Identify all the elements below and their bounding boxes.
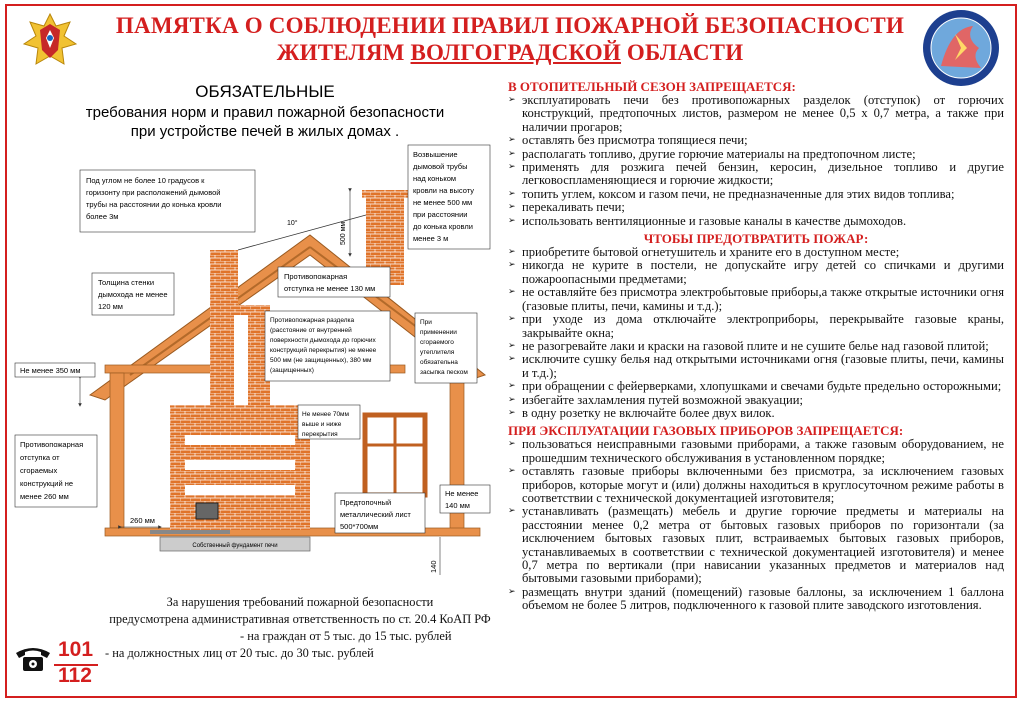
diagram-heading3: при устройстве печей в жилых домах .: [130, 123, 400, 140]
heating-list: [508, 94, 1004, 228]
svg-text:Противопожарная: Противопожарная: [20, 440, 84, 449]
setback130-note: [278, 267, 390, 297]
svg-text:засыпка песком: засыпка песком: [420, 369, 468, 376]
emergency-number-101: 101: [58, 638, 94, 661]
list-item: ➢ никогда не курите в постели, не допускайте игру детей со спичками и другими пожароопасными предметами;: [508, 259, 1004, 286]
svg-text:(защищенных): (защищенных): [270, 367, 314, 374]
svg-text:Не менее 350 мм: Не менее 350 мм: [20, 366, 81, 375]
svg-text:Под углом не более 10 градусов: Под углом не более 10 градусов к: [86, 176, 205, 185]
svg-text:Предтопочный: Предтопочный: [340, 498, 392, 507]
svg-text:металлический лист: металлический лист: [340, 510, 411, 519]
list-item: ➢ пользоваться неисправными газовыми приборами, а также газовым оборудованием, не прошедшим технического обслуживания в установленном порядке;: [508, 438, 1004, 465]
svg-text:конструкций не: конструкций не: [20, 479, 74, 488]
list-item: ➢ не оставляйте без присмотра электробытовые приборы,а также открытые источники огня (газовые плиты, печи, камины и т.д.);: [508, 286, 1004, 313]
svg-text:выше и ниже: выше и ниже: [302, 421, 342, 428]
wall-thickness-note: [92, 273, 174, 315]
svg-text:Возвышение: Возвышение: [413, 150, 458, 159]
svg-text:при расстоянии: при расстоянии: [413, 210, 468, 219]
heating-title: В ОТОПИТЕЛЬНЫЙ СЕЗОН ЗАПРЕЩАЕТСЯ:: [508, 79, 796, 94]
gas-list: [508, 438, 1004, 612]
stove-diagram: [10, 75, 500, 595]
prevent-title: ЧТОБЫ ПРЕДОТВРАТИТЬ ПОЖАР:: [643, 231, 869, 247]
list-item: ➢ применять для розжига печей бензин, керосин, дизельное топливо и другие легковоспламеняющиеся и горючие жидкости;: [508, 161, 1004, 188]
emergency-number-112: 112: [58, 664, 92, 687]
svg-text:менее 260 мм: менее 260 мм: [20, 492, 69, 501]
metal-sheet-note: [335, 493, 425, 533]
angle-deg-label: 10°: [287, 220, 298, 227]
dim140: [429, 537, 440, 575]
gas-title: ПРИ ЭКСПЛУАТАЦИИ ГАЗОВЫХ ПРИБОРОВ ЗАПРЕЩАЕТСЯ:: [508, 423, 904, 439]
liability-line2: предусмотрена административная ответственность по ст. 20.4 КоАП РФ: [109, 612, 491, 626]
setback260-note: [15, 435, 97, 507]
list-item: ➢ приобретите бытовой огнетушитель и храните его в доступном месте;: [508, 246, 1004, 259]
svg-text:При: При: [420, 319, 432, 326]
liability-note: [100, 594, 500, 662]
svg-text:Противопожарная разделка: Противопожарная разделка: [270, 317, 355, 324]
liability-line1: За нарушения требований пожарной безопасности: [166, 595, 434, 609]
svg-text:дымовой трубы: дымовой трубы: [413, 162, 468, 171]
raise-note: [408, 145, 490, 249]
svg-text:применении: применении: [420, 329, 457, 336]
list-item: ➢ устанавливать (размещать) мебель и другие горючие предметы и материалы на расстоянии менее 0,2 метра от бытовых газовых приборов по горизонтали (за исключением бытовых газовых плит, встраиваемых бытовых газовых приборов, устанавливаемых в соответствии с технической документацией изготовителя) и менее 0,7 метра по вертикали (при нависании указанных предметов и материалов над бытовыми газовыми приборами);: [508, 505, 1004, 585]
volunteer-fire-emblem-icon: [921, 8, 1001, 88]
svg-text:140 мм: 140 мм: [445, 501, 470, 510]
svg-text:Толщина стенки: Толщина стенки: [98, 278, 155, 287]
liability-line3: - на граждан от 5 тыс. до 15 тыс. рублей: [240, 629, 452, 643]
svg-text:обязательна: обязательна: [420, 359, 458, 366]
list-item: ➢ оставлять газовые приборы включенными без присмотра, за исключением газовых приборов, которые могут и (или) должны находиться в круглосуточном режиме работы в соответствии с технической документацией изготовителя;: [508, 465, 1004, 505]
list-item: ➢ при уходе из дома отключайте электроприборы, перекрывайте газовые краны, закрывайте окна;: [508, 313, 1004, 340]
diagram-heading1: ОБЯЗАТЕЛЬНЫЕ: [195, 82, 335, 101]
svg-text:сгораемых: сгораемых: [20, 466, 58, 475]
rules-column: [508, 79, 1004, 613]
list-item: ➢ оставлять без присмотра топящиеся печи;: [508, 134, 1004, 147]
damper-note: [415, 313, 477, 383]
razdelka-note: [265, 311, 390, 381]
svg-text:260 мм: 260 мм: [130, 516, 155, 525]
list-item: ➢ при обращении с фейерверками, хлопушками и свечами будьте предельно осторожными;: [508, 380, 1004, 393]
svg-text:утеплителя: утеплителя: [420, 349, 455, 356]
svg-text:Не менее 70мм: Не менее 70мм: [302, 411, 349, 418]
svg-text:до конька кровли: до конька кровли: [413, 222, 473, 231]
list-item: ➢ располагать топливо, другие горючие материалы на предтопочном листе;: [508, 148, 1004, 161]
svg-text:менее 3 м: менее 3 м: [413, 234, 449, 243]
svg-text:Не менее: Не менее: [445, 489, 479, 498]
svg-text:над коньком: над коньком: [413, 174, 457, 183]
svg-text:120 мм: 120 мм: [98, 302, 123, 311]
svg-text:дымохода не менее: дымохода не менее: [98, 290, 168, 299]
mm260-dim: [120, 516, 160, 527]
svg-text:более 3м: более 3м: [86, 212, 119, 221]
svg-text:(расстояние от внутренней: (расстояние от внутренней: [270, 327, 352, 334]
mm70-note: [298, 405, 360, 439]
list-item: ➢ избегайте захламления путей возможной эвакуации;: [508, 394, 1004, 407]
raise-mm-label: 500 мм: [340, 221, 347, 245]
list-item: ➢ топить углем, коксом и газом печи, не предназначенные для этих видов топлива;: [508, 188, 1004, 201]
svg-text:отступка не менее 130 мм: отступка не менее 130 мм: [284, 284, 376, 293]
svg-text:перекрытия: перекрытия: [302, 431, 338, 438]
mm350-note: [15, 363, 95, 405]
phone-icon: [14, 643, 52, 673]
angle-note: [80, 170, 255, 232]
svg-text:не менее 500 мм: не менее 500 мм: [413, 198, 473, 207]
svg-text:сгораемого: сгораемого: [420, 339, 454, 346]
liability-line4: - на должностных лиц от 20 тыс. до 30 тыс. рублей: [105, 646, 374, 660]
svg-text:горизонту при расположений дым: горизонту при расположений дымовой: [86, 188, 221, 197]
list-item: ➢ в одну розетку не включайте более двух вилок.: [508, 407, 1004, 420]
list-item: ➢ перекаливать печи;: [508, 201, 1004, 214]
foundation-label: Собственный фундамент печи: [192, 543, 278, 549]
mm140-note: [440, 485, 490, 513]
svg-text:отступка от: отступка от: [20, 453, 60, 462]
svg-text:500*700мм: 500*700мм: [340, 522, 379, 531]
title-line2: ЖИТЕЛЯМ ВОЛГОГРАДСКОЙ ОБЛАСТИ: [276, 40, 744, 65]
svg-text:кровли на высоту: кровли на высоту: [413, 186, 474, 195]
list-item: ➢ эксплуатировать печи без противопожарных разделок (отступок) от горючих конструкций, предтопочных листов, размером не менее 0,5 х 0,7 метра, а также при наличии прогаров;: [508, 94, 1004, 134]
list-item: ➢ размещать внутри зданий (помещений) газовые баллоны, за исключением 1 баллона объемом не более 5 литров, подключенного к газовой плите заводского изготовления.: [508, 586, 1004, 613]
svg-text:конструкций перекрытия) не мен: конструкций перекрытия) не менее: [270, 347, 377, 354]
prevent-list: [508, 246, 1004, 420]
svg-text:поверхности дымохода до горючи: поверхности дымохода до горючих: [270, 337, 376, 344]
svg-text:140: 140: [429, 560, 438, 573]
list-item: ➢ использовать вентиляционные и газовые каналы в качестве дымоходов.: [508, 215, 1004, 228]
svg-text:500 мм (не защищенных), 380 мм: 500 мм (не защищенных), 380 мм: [270, 357, 372, 364]
list-item: ➢ исключите сушку белья над открытыми источниками огня (газовые плиты, печи, камины и т.д.);: [508, 353, 1004, 380]
svg-text:трубы на расстоянии до конька: трубы на расстоянии до конька кровли: [86, 200, 222, 209]
title-line1: ПАМЯТКА О СОБЛЮДЕНИИ ПРАВИЛ ПОЖАРНОЙ БЕЗОПАСНОСТИ: [115, 13, 905, 38]
diagram-heading2: требования норм и правил пожарной безопасности: [85, 104, 445, 121]
list-item: ➢ не разогревайте лаки и краски на газовой плите и не сушите белье над газовой плитой;: [508, 340, 1004, 353]
emercom-emblem-icon: [20, 10, 80, 76]
svg-text:Противопожарная: Противопожарная: [284, 272, 348, 281]
